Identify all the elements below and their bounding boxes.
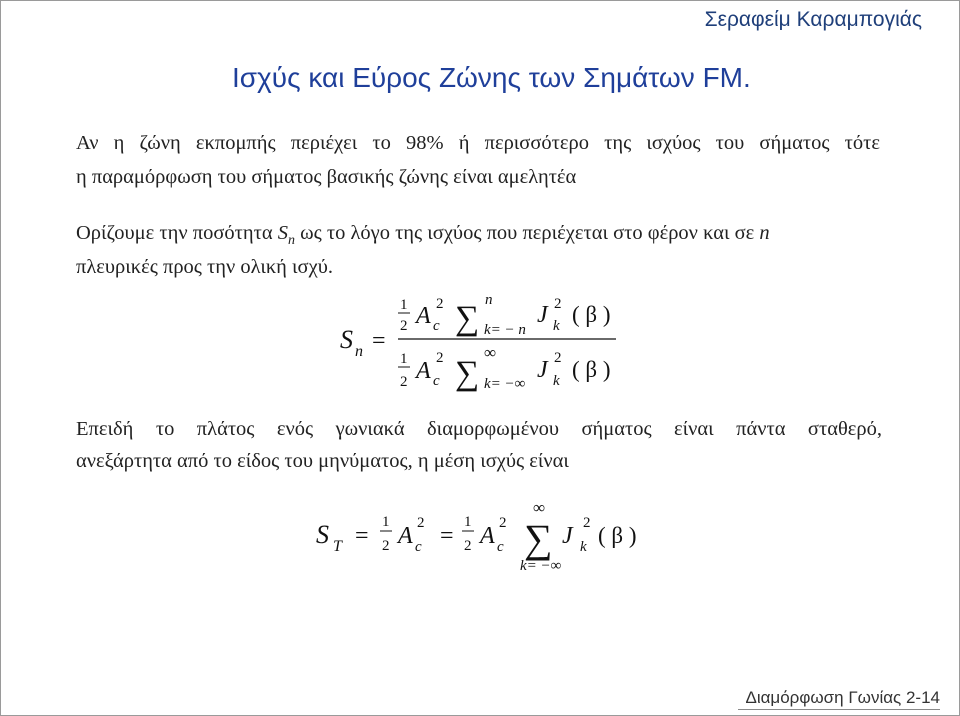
eq1-den-upper: ∞ [484, 343, 497, 362]
paragraph-3-line-1: Επειδή το πλάτος ενός γωνιακά διαμορφωμένου σήματος είναι πάντα σταθερό, [76, 418, 882, 440]
slide-title: Ισχύς και Εύρος Ζώνης των Σημάτων FM. [232, 62, 751, 93]
eq2-half-two-a: 2 [382, 538, 390, 554]
eq1-den-A: A [416, 358, 431, 384]
equation-sn [340, 292, 616, 392]
eq1-num-sq: 2 [436, 296, 444, 312]
eq1-num-sigma: ∑ [455, 300, 480, 337]
eq2-c-a: c [415, 539, 422, 555]
eq1-den-k: k [553, 373, 560, 389]
eq1-num-k: k [553, 318, 560, 334]
eq1-num-c: c [433, 318, 440, 334]
author-name: Σεραφείμ Καραμπογιάς [704, 8, 922, 31]
eq1-equals: = [372, 328, 386, 354]
eq1-den-lower: k= −∞ [484, 376, 526, 392]
eq1-num-half-one: 1 [400, 297, 408, 313]
eq1-den-half-one: 1 [400, 351, 408, 367]
paragraph-2-text-b: ως το λόγο της ισχύος που περιέχεται στο φέρον και σε [294, 222, 760, 244]
eq2-lower: k= −∞ [520, 558, 562, 574]
eq1-lhs: S [340, 325, 353, 354]
eq2-equals-1: = [355, 523, 369, 549]
eq2-sq-b: 2 [499, 515, 507, 531]
eq1-den-J-sq: 2 [554, 350, 562, 366]
eq1-lhs-sub: n [355, 343, 363, 360]
eq1-den-arg: ( β ) [572, 357, 611, 382]
eq1-den-sigma: ∑ [455, 355, 480, 392]
eq2-k: k [580, 539, 587, 555]
eq2-upper: ∞ [533, 498, 546, 517]
eq1-num-upper: n [485, 292, 493, 308]
footer-rule [738, 709, 940, 710]
eq1-num-arg: ( β ) [572, 302, 611, 327]
eq1-num-A: A [416, 303, 431, 329]
eq1-den-half-two: 2 [400, 374, 408, 390]
paragraph-1-line-2: η παραμόρφωση του σήματος βασικής ζώνης είναι αμελητέα [76, 166, 577, 188]
eq2-lhs-sub: T [333, 538, 342, 555]
eq2-half-one-a: 1 [382, 514, 390, 530]
eq2-half-one-b: 1 [464, 514, 472, 530]
footer-label: Διαμόρφωση Γωνίας 2-14 [745, 688, 940, 707]
eq2-sq-a: 2 [417, 515, 425, 531]
eq1-num-lower: k= − n [484, 322, 526, 338]
paragraph-2-line-2: πλευρικές προς την ολική ισχύ. [76, 256, 333, 278]
eq2-equals-2: = [440, 523, 454, 549]
eq2-half-two-b: 2 [464, 538, 472, 554]
paragraph-2-subscript: n [287, 233, 295, 249]
eq1-den-J: J [537, 357, 548, 383]
paragraph-2-n: n [759, 222, 770, 244]
eq2-arg: ( β ) [598, 523, 637, 548]
paragraph-3-line-2: ανεξάρτητα από το είδος του μηνύματος, η μέση ισχύς είναι [76, 450, 569, 472]
eq1-num-half-two: 2 [400, 318, 408, 334]
eq1-den-c: c [433, 373, 440, 389]
eq2-c-b: c [497, 539, 504, 555]
eq2-J-sq: 2 [583, 515, 591, 531]
eq2-sigma: ∑ [524, 516, 553, 561]
eq1-den-sq: 2 [436, 350, 444, 366]
eq1-num-J-sq: 2 [554, 296, 562, 312]
eq1-num-J: J [537, 302, 548, 328]
eq2-lhs: S [316, 520, 329, 549]
equation-st [316, 498, 637, 574]
eq2-J: J [562, 523, 573, 549]
paragraph-2-symbol: S [277, 222, 288, 244]
paragraph-2-text-a: Ορίζουμε την ποσότητα [76, 222, 278, 244]
eq2-A-b: A [480, 523, 495, 549]
eq2-A-a: A [398, 523, 413, 549]
paragraph-1-line-1: Αν η ζώνη εκπομπής περιέχει το 98% ή περισσότερο της ισχύος του σήματος τότε [76, 132, 880, 154]
